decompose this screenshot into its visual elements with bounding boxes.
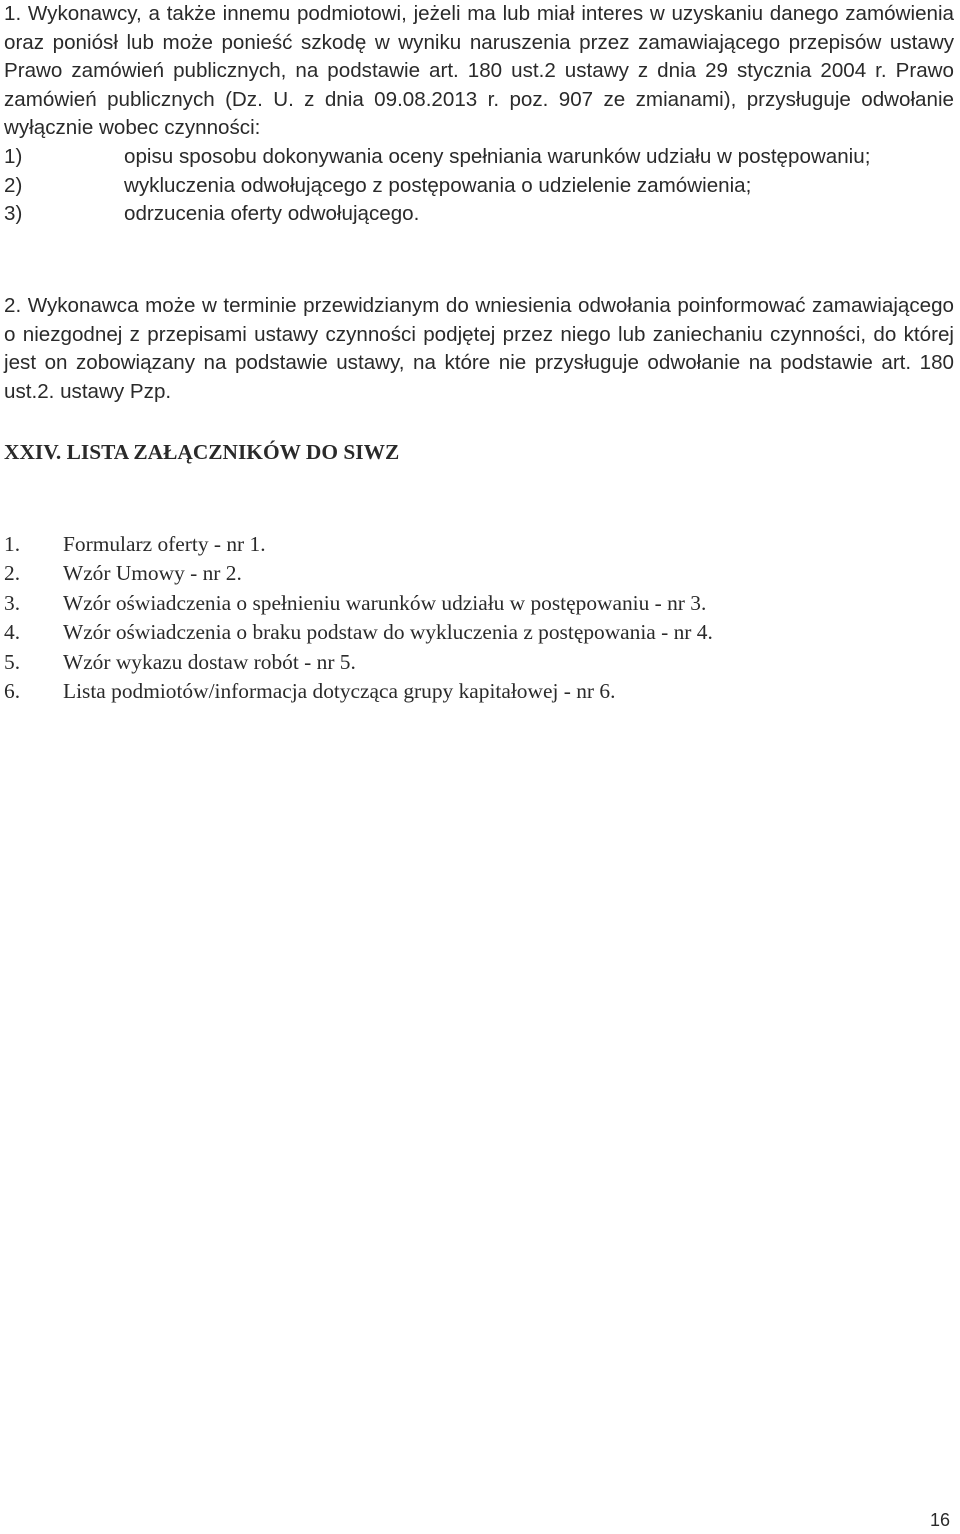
point-2-block	[4, 292, 954, 406]
list-item	[4, 530, 954, 559]
point-1-sublist	[4, 143, 954, 229]
list-item	[4, 648, 954, 677]
point-1-paragraph: 1. Wykonawcy, a także innemu podmiotowi, jeżeli ma lub miał interes w uzyskaniu danego zamówienia oraz poniósł lub może ponieść szkodę w wyniku naruszenia przez zamawiającego przepisów ustawy Prawo zamówień publicznych, na podstawie art. 180 ust.2 ustawy z dnia 29 stycznia 2004 r. Prawo zamówień publicznych (Dz. U. z dnia 09.08.2013 r. poz. 907 ze zmianami), przysługuje odwołanie wyłącznie wobec czynności:	[4, 2, 954, 140]
list-item-text: Wzór Umowy - nr 2.	[63, 561, 242, 586]
page-number: 16	[929, 1510, 950, 1530]
list-item-text: Wzór wykazu dostaw robót - nr 5.	[63, 649, 356, 674]
list-item-text: Formularz oferty - nr 1.	[63, 532, 266, 556]
list-item-number: 4.	[4, 620, 21, 645]
list-item	[4, 618, 954, 647]
list-item	[4, 559, 954, 588]
point-1-block	[4, 0, 954, 229]
list-item-text: Lista podmiotów/informacja dotycząca grupy kapitałowej - nr 6.	[63, 679, 616, 704]
list-item-number: 1.	[4, 532, 21, 556]
list-item-number: 2)	[4, 173, 23, 197]
list-item	[4, 172, 954, 201]
list-item-text: opisu sposobu dokonywania oceny spełniania warunków udziału w postępowaniu;	[124, 144, 871, 168]
list-item-text: Wzór oświadczenia o braku podstaw do wykluczenia z postępowania - nr 4.	[63, 620, 713, 645]
list-item-number: 1)	[4, 144, 23, 168]
attachments-list	[4, 530, 954, 706]
section-heading: XXIV. LISTA ZAŁĄCZNIKÓW DO SIWZ	[4, 440, 400, 464]
list-item-text: Wzór oświadczenia o spełnieniu warunków udziału w postępowaniu - nr 3.	[63, 590, 707, 615]
list-item	[4, 143, 954, 172]
list-item-number: 3)	[4, 202, 23, 226]
list-item	[4, 677, 954, 706]
point-2-paragraph: 2. Wykonawca może w terminie przewidzianym do wniesienia odwołania poinformować zamawiającego o niezgodnej z przepisami ustawy czynności podjętej przez niego lub zaniechaniu czynności, do której jest on zobowiązany na podstawie ustawy, na które nie przysługuje odwołanie na podstawie art. 180 ust.2. ustawy Pzp.	[4, 294, 954, 403]
list-item-text: odrzucenia oferty odwołującego.	[124, 202, 420, 226]
list-item-number: 5.	[4, 649, 21, 674]
list-item-number: 6.	[4, 679, 21, 704]
list-item	[4, 200, 954, 229]
list-item-number: 2.	[4, 561, 21, 586]
list-item-text: wykluczenia odwołującego z postępowania o udzielenie zamówienia;	[124, 173, 752, 197]
list-item-number: 3.	[4, 590, 21, 615]
list-item	[4, 589, 954, 618]
